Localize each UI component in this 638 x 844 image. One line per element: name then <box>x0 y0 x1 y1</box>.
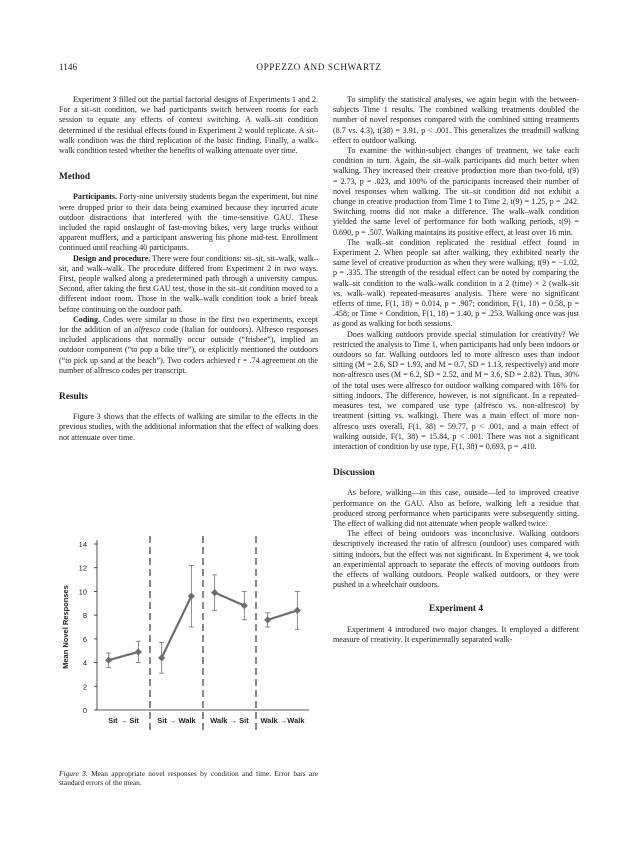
y-tick-label: 12 <box>78 563 87 573</box>
right-paragraph-2: To examine the within-subject changes of treatment, we take each condition in turn. Again, the sit–walk participants did much better when walking. They increased their creative production more than two-fold, t(9) = 2.73, p = .023, and 100% of the participants increased their number of novel responses when walking. The sit–sit condition did not exhibit a change in creative production from Time 1 to Time 2, t(9) = 1.25, p = .242. Switching rooms did not make a difference. The walk–walk condition yielded the same level of performance for both walking periods, t(9) = 0.690, p = .507. Walking maintains its positive effect, at least over 16 min. <box>333 146 579 237</box>
right-column <box>333 95 579 645</box>
data-point-diamond <box>105 657 112 664</box>
y-tick-label: 4 <box>82 658 87 668</box>
data-point-diamond <box>135 648 142 655</box>
data-point-diamond <box>188 593 195 600</box>
participants-subheading: Participants. <box>73 192 118 202</box>
participants-paragraph <box>59 192 318 253</box>
design-paragraph <box>59 254 318 315</box>
figure-caption <box>59 769 318 788</box>
participants-text: Forty-nine university students began the experiment, but nine were dropped prior to their data being examined because they incurred acute outdoor distractions that interfered with the time-sensitive GAU. These included the rapid onslaught of fast-moving bikes, very large trucks without apparent mufflers, and a participant answering his phone mid-test. Enrollment continued until reaching 40 participants. <box>59 192 318 253</box>
design-text: There were four conditions: sit–sit, sit–walk, walk–sit, and walk–walk. The procedure differed from Experiment 2 in two ways. First, people walked along a predetermined path through a university campus. Second, after taking the first GAU test, those in the sit–sit condition moved to a different indoor room. Those in the walk–walk condition took a brief break before continuing on the outdoor path. <box>59 253 318 314</box>
x-category-label: Sit → Sit <box>108 716 139 725</box>
y-tick-label: 8 <box>82 611 87 621</box>
data-point-diamond <box>241 602 248 609</box>
x-category-label: Sit → Walk <box>157 716 196 725</box>
figure-caption-text: Mean appropriate novel responses by condition and time. Error bars are standard errors of the mean. <box>59 769 318 788</box>
left-column <box>59 95 318 443</box>
y-axis-label: Mean Novel Responses <box>61 585 70 669</box>
page-number: 1146 <box>59 62 78 72</box>
right-paragraph-7: Experiment 4 introduced two major changes. It employed a different measure of creativity. It experimentally separated walk- <box>333 624 579 644</box>
series-line <box>268 610 298 619</box>
right-paragraph-3: The walk–sit condition replicated the residual effect found in Experiment 2. When people sat after walking, they exhibited nearly the same level of creative production as when they were walking, t(9) = −1.02, p = .335. The strength of the residual effect can be noted by comparing the walk–sit condition to the walk–walk condition in a 2 (time) × 2 (walk–sit vs. walk–walk) repeated-measures analysis. There were no significant effects of time, F(1, 18) = 0.014, p = .907; condition, F(1, 18) = 0.58, p = .458; or Time × Condition, F(1, 18) = 1.40, p = .253. Walking once was just as good as walking for both sessions. <box>333 237 579 329</box>
data-point-diamond <box>211 589 218 596</box>
y-tick-label: 14 <box>78 540 87 549</box>
y-tick-label: 2 <box>82 682 87 692</box>
right-paragraph-5: As before, walking—in this case, outside—led to improved creative performance on the GAU. Also as before, walking left a residue that produced strong performance when participants were subsequently sitting. The effect of walking did not attenuate when people walked twice. <box>333 488 579 528</box>
x-category-label: Walk →Walk <box>260 716 305 725</box>
method-heading: Method <box>59 172 90 183</box>
right-paragraph-4: Does walking outdoors provide special stimulation for creativity? We restricted the analysis to Time 1, when participants had only been indoors or outdoors so far. Walking outdoors led to more alfresco uses than indoor sitting (M = 2.6, SD = 1.93, and M = 0.7, SD = 1.13, respectively) and more non-alfresco uses (M = 6.2, SD = 2.52, and M = 3.6, SD = 2.82). Thus, 30% of the total uses were alfresco for outdoor walking compared with 16% for sitting indoors. The difference, however, is not significant. In a repeated-measures test, we compared use type (alfresco vs. non-alfresco) by treatment (sitting vs. walking). There was a main effect of more non-alfresco uses overall, F(1, 38) = 59.77, p < .001, and a main effect of walking outside, F(1, 38) = 15.84, p < .001. There was not a significant interaction of condition by use type, F(1, 38) = 0.693, p = .410. <box>333 329 579 451</box>
right-paragraph-1: To simplify the statistical analyses, we again begin with the between-subjects Time 1 results. The combined walking treatments doubled the number of novel responses compared with the combined sitting treatments (8.7 vs. 4.3), t(38) = 3.91, p < .001. This generalizes the treadmill walking effect to outdoor walking. <box>333 95 579 145</box>
series-line <box>162 596 192 658</box>
right-paragraph-6: The effect of being outdoors was inconclusive. Walking outdoors descriptively increased the ratio of alfresco (outdoor) uses compared with sitting indoors, but the effect was not significant. In Experiment 4, we took an experimental approach to separate the effects of moving outdoors from the effects of walking outdoors. People walked outdoors, or they were pushed in a wheelchair outdoors. <box>333 529 579 590</box>
data-point-diamond <box>158 654 165 661</box>
data-point-diamond <box>264 616 271 623</box>
coding-text-2: code (Italian for outdoors). Alfresco responses included applications that normally occur outside (“frisbee”), implied an outdoor component (“to pop a bike tire”), or explicitly mentioned the outdoors (“to pick up sand at the beach”). Two coders achieved r = .74 agreement on the number of alfresco codes per transcript. <box>59 325 319 375</box>
figure-3-chart <box>59 532 318 757</box>
results-heading: Results <box>59 392 88 403</box>
coding-italic-term: alfresco <box>134 325 161 335</box>
y-tick-label: 0 <box>82 706 87 715</box>
design-subheading: Design and procedure. <box>73 253 151 263</box>
y-tick-label: 10 <box>78 587 87 597</box>
series-line <box>215 593 245 606</box>
results-paragraph: Figure 3 shows that the effects of walking are similar to the effects in the previous studies, with the additional information that the effect of walking does not attenuate over time. <box>59 412 318 442</box>
chart-svg <box>59 532 318 757</box>
coding-paragraph <box>59 315 318 376</box>
intro-paragraph: Experiment 3 filled out the partial factorial designs of Experiments 1 and 2. For a sit–sit condition, we had participants switch between rooms for each session to equate any effects of context switching. A walk–sit condition determined if the residual effects found in Experiment 2 would replicate. A sit–walk condition was the third replication of the basic finding. Finally, a walk–walk condition tested whether the benefits of walking attenuate over time. <box>59 95 318 156</box>
y-tick-label: 6 <box>82 634 87 644</box>
x-category-label: Walk → Sit <box>210 716 249 725</box>
data-point-diamond <box>294 607 301 614</box>
discussion-heading: Discussion <box>333 468 375 479</box>
figure-caption-label: Figure 3. <box>59 769 88 778</box>
series-line <box>109 652 139 660</box>
coding-subheading: Coding. <box>73 314 101 324</box>
coding-text-1: Codes were similar to those in the first two experiments, except for the addition of an <box>59 314 318 335</box>
running-head: OPPEZZO AND SCHWARTZ <box>256 62 382 72</box>
experiment-4-heading: Experiment 4 <box>429 604 483 615</box>
